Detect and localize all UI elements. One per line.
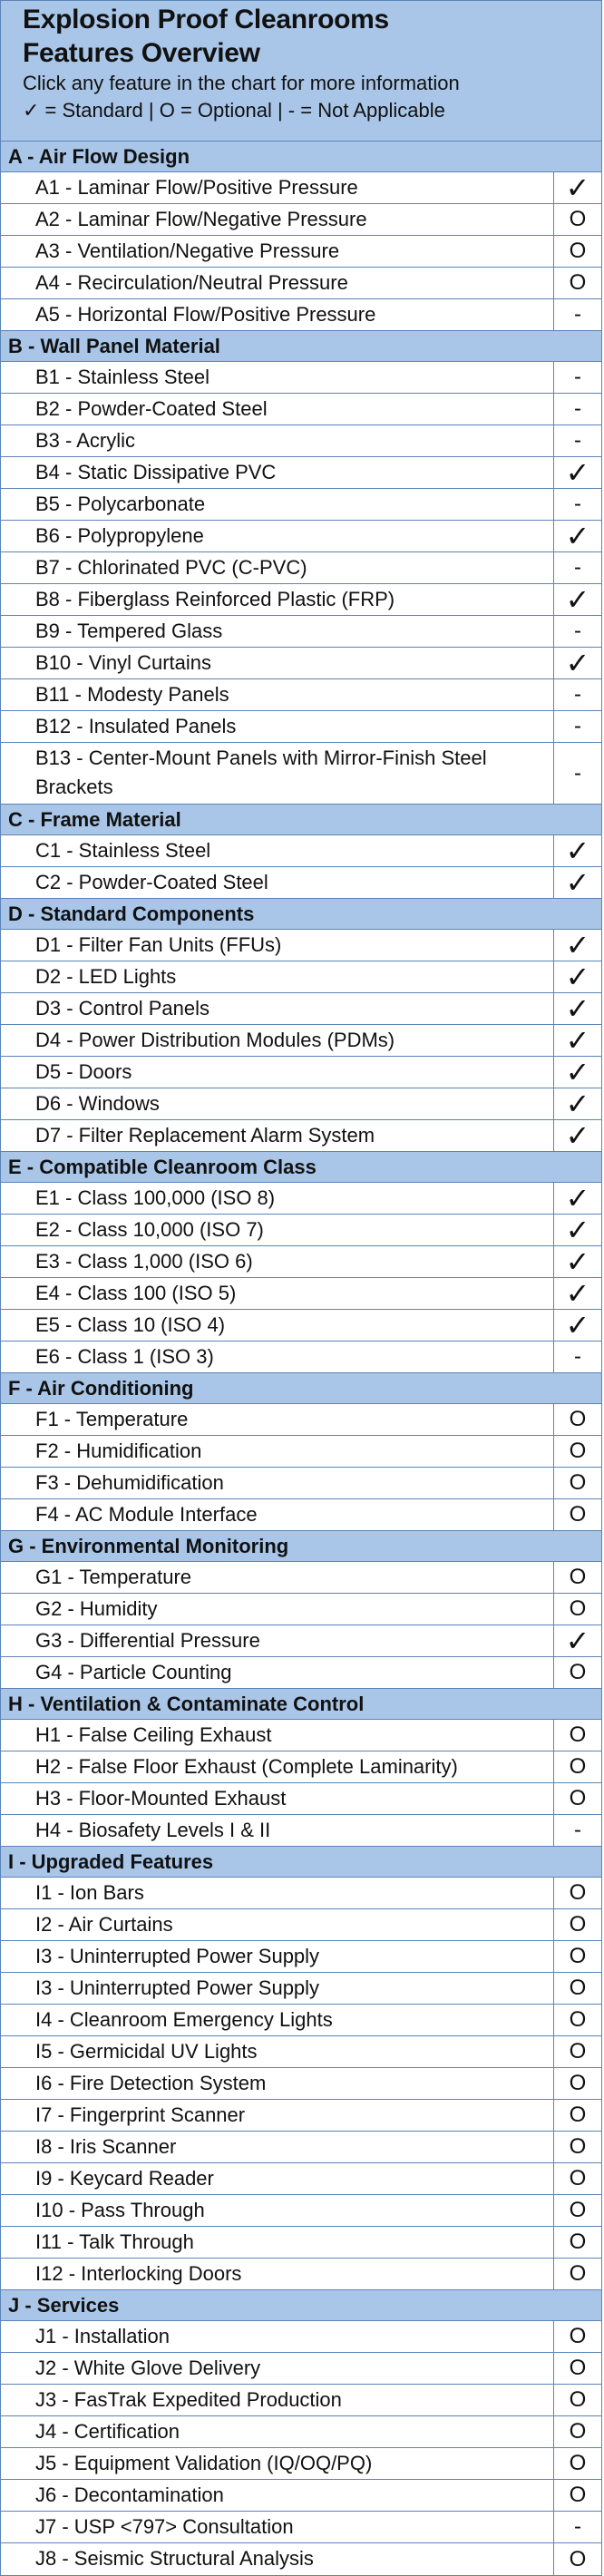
standard-check-mark: ✓ — [565, 834, 590, 867]
standard-check-mark: ✓ — [565, 1024, 590, 1057]
standard-check-mark: ✓ — [565, 456, 590, 489]
feature-label[interactable]: D7 - Filter Replacement Alarm System — [1, 1120, 554, 1151]
feature-label[interactable]: I9 - Keycard Reader — [1, 2163, 554, 2194]
feature-label[interactable]: G1 - Temperature — [1, 1562, 554, 1593]
section-header: E - Compatible Cleanroom Class — [1, 1152, 601, 1183]
feature-row[interactable] — [1, 2480, 601, 2512]
feature-label[interactable]: H3 - Floor-Mounted Exhaust — [1, 1783, 554, 1814]
feature-label[interactable]: I2 - Air Curtains — [1, 1909, 554, 1940]
feature-label[interactable]: J4 - Certification — [1, 2416, 554, 2447]
standard-check-mark: ✓ — [565, 1119, 590, 1152]
section-header: F - Air Conditioning — [1, 1373, 601, 1404]
feature-label[interactable]: H4 - Biosafety Levels I & II — [1, 1815, 554, 1846]
feature-label[interactable]: I5 - Germicidal UV Lights — [1, 2036, 554, 2067]
not-applicable-mark: - — [574, 302, 581, 327]
feature-label[interactable]: G4 - Particle Counting — [1, 1657, 554, 1688]
feature-row[interactable] — [1, 1057, 601, 1088]
feature-row[interactable] — [1, 2163, 601, 2195]
feature-row[interactable] — [1, 961, 601, 993]
feature-label[interactable]: F2 - Humidification — [1, 1436, 554, 1467]
feature-label[interactable]: E2 - Class 10,000 (ISO 7) — [1, 1215, 554, 1245]
feature-label[interactable]: J8 - Seismic Structural Analysis — [1, 2543, 554, 2575]
optional-mark: O — [569, 1596, 587, 1621]
feature-label[interactable]: H1 - False Ceiling Exhaust — [1, 1720, 554, 1751]
optional-mark: O — [569, 1660, 587, 1684]
not-applicable-mark: - — [574, 714, 581, 738]
feature-row[interactable] — [1, 679, 601, 711]
feature-label[interactable]: B1 - Stainless Steel — [1, 362, 554, 393]
feature-label[interactable]: D3 - Control Panels — [1, 993, 554, 1024]
not-applicable-mark: - — [574, 492, 581, 516]
feature-label[interactable]: B6 - Polypropylene — [1, 521, 554, 551]
feature-row[interactable] — [1, 711, 601, 743]
feature-label[interactable]: I3 - Uninterrupted Power Supply — [1, 1941, 554, 1972]
optional-mark: O — [569, 2198, 587, 2222]
optional-mark: O — [569, 1912, 587, 1937]
standard-check-mark: ✓ — [565, 1245, 590, 1278]
feature-label[interactable]: I3 - Uninterrupted Power Supply — [1, 1973, 554, 2004]
feature-label[interactable]: B9 - Tempered Glass — [1, 616, 554, 647]
feature-label[interactable]: J5 - Equipment Validation (IQ/OQ/PQ) — [1, 2448, 554, 2479]
feature-row[interactable] — [1, 268, 601, 299]
optional-mark: O — [569, 2483, 587, 2507]
feature-label[interactable]: I11 - Talk Through — [1, 2227, 554, 2258]
optional-mark: O — [569, 270, 587, 295]
feature-row[interactable] — [1, 1815, 601, 1847]
standard-check-mark: ✓ — [565, 1056, 590, 1088]
standard-check-mark: ✓ — [565, 583, 590, 616]
feature-row[interactable] — [1, 1657, 601, 1689]
feature-row[interactable] — [1, 2036, 601, 2068]
optional-mark: O — [569, 1944, 587, 1968]
feature-label[interactable]: D2 - LED Lights — [1, 961, 554, 992]
feature-row[interactable] — [1, 172, 601, 204]
feature-label[interactable]: A4 - Recirculation/Neutral Pressure — [1, 268, 554, 298]
standard-check-mark: ✓ — [565, 1309, 590, 1342]
feature-label[interactable]: B7 - Chlorinated PVC (C-PVC) — [1, 552, 554, 583]
not-applicable-mark: - — [574, 682, 581, 707]
optional-mark: O — [569, 1786, 587, 1810]
feature-row[interactable] — [1, 1625, 601, 1657]
feature-row[interactable] — [1, 394, 601, 425]
feature-row[interactable] — [1, 1088, 601, 1120]
not-applicable-mark: - — [574, 365, 581, 389]
feature-row[interactable] — [1, 204, 601, 236]
standard-check-mark: ✓ — [565, 647, 590, 679]
feature-label[interactable]: B8 - Fiberglass Reinforced Plastic (FRP) — [1, 584, 554, 615]
section-header: D - Standard Components — [1, 899, 601, 930]
feature-row[interactable] — [1, 993, 601, 1025]
feature-row[interactable] — [1, 1909, 601, 1941]
feature-row[interactable] — [1, 1183, 601, 1215]
feature-row[interactable] — [1, 2005, 601, 2036]
feature-label[interactable]: J6 - Decontamination — [1, 2480, 554, 2511]
feature-row[interactable] — [1, 362, 601, 394]
feature-row[interactable] — [1, 2448, 601, 2480]
optional-mark: O — [569, 2007, 587, 2032]
feature-row[interactable] — [1, 521, 601, 552]
legend-text: ✓ = Standard | O = Optional | - = Not Applicable — [23, 99, 445, 122]
feature-row[interactable] — [1, 457, 601, 489]
feature-row[interactable] — [1, 1941, 601, 1973]
feature-label[interactable]: I6 - Fire Detection System — [1, 2068, 554, 2099]
feature-row[interactable] — [1, 1499, 601, 1531]
optional-mark: O — [569, 1502, 587, 1527]
optional-mark: O — [569, 1439, 587, 1463]
feature-label[interactable]: E1 - Class 100,000 (ISO 8) — [1, 1183, 554, 1214]
feature-label[interactable]: B10 - Vinyl Curtains — [1, 648, 554, 678]
feature-label[interactable]: J1 - Installation — [1, 2321, 554, 2352]
feature-row[interactable] — [1, 1720, 601, 1751]
feature-row[interactable] — [1, 867, 601, 899]
feature-label[interactable]: G2 - Humidity — [1, 1594, 554, 1625]
feature-label[interactable]: J3 - FasTrak Expedited Production — [1, 2385, 554, 2415]
feature-label[interactable]: D1 - Filter Fan Units (FFUs) — [1, 930, 554, 961]
standard-check-mark: ✓ — [565, 1277, 590, 1310]
optional-mark: O — [569, 2071, 587, 2095]
not-applicable-mark: - — [574, 619, 581, 643]
feature-row[interactable] — [1, 2100, 601, 2132]
feature-label[interactable]: D4 - Power Distribution Modules (PDMs) — [1, 1025, 554, 1056]
feature-row[interactable] — [1, 425, 601, 457]
feature-label[interactable]: I4 - Cleanroom Emergency Lights — [1, 2005, 554, 2035]
optional-mark: O — [569, 2546, 587, 2571]
feature-row[interactable] — [1, 1215, 601, 1246]
feature-label[interactable]: D5 - Doors — [1, 1057, 554, 1088]
feature-label[interactable]: C1 - Stainless Steel — [1, 835, 554, 866]
optional-mark: O — [569, 2230, 587, 2254]
feature-label[interactable]: F4 - AC Module Interface — [1, 1499, 554, 1530]
feature-label[interactable]: B5 - Polycarbonate — [1, 489, 554, 520]
standard-check-mark: ✓ — [565, 1625, 590, 1657]
section-header: A - Air Flow Design — [1, 141, 601, 172]
feature-row[interactable] — [1, 552, 601, 584]
feature-row[interactable] — [1, 2543, 601, 2575]
feature-label[interactable]: I12 - Interlocking Doors — [1, 2259, 554, 2289]
page-subtitle-title: Features Overview — [23, 38, 260, 68]
standard-check-mark: ✓ — [565, 1214, 590, 1246]
standard-check-mark: ✓ — [565, 1088, 590, 1120]
feature-label[interactable]: B2 - Powder-Coated Steel — [1, 394, 554, 424]
feature-row[interactable] — [1, 1751, 601, 1783]
feature-label[interactable]: G3 - Differential Pressure — [1, 1625, 554, 1656]
standard-check-mark: ✓ — [565, 866, 590, 899]
feature-row[interactable] — [1, 1404, 601, 1436]
section-header: B - Wall Panel Material — [1, 331, 601, 362]
optional-mark: O — [569, 1880, 587, 1905]
feature-label[interactable]: F1 - Temperature — [1, 1404, 554, 1435]
section-header: C - Frame Material — [1, 805, 601, 835]
feature-row[interactable] — [1, 299, 601, 331]
feature-row[interactable] — [1, 236, 601, 268]
feature-label[interactable]: J7 - USP <797> Consultation — [1, 2512, 554, 2542]
sections-container — [1, 141, 601, 2575]
feature-label[interactable]: E3 - Class 1,000 (ISO 6) — [1, 1246, 554, 1277]
feature-label[interactable]: C2 - Powder-Coated Steel — [1, 867, 554, 898]
not-applicable-mark: - — [574, 1344, 581, 1369]
not-applicable-mark: - — [574, 396, 581, 421]
feature-label[interactable]: A5 - Horizontal Flow/Positive Pressure — [1, 299, 554, 330]
feature-row[interactable] — [1, 1973, 601, 2005]
section-header: I - Upgraded Features — [1, 1847, 601, 1878]
feature-row[interactable] — [1, 1594, 601, 1625]
feature-label[interactable]: I1 - Ion Bars — [1, 1878, 554, 1908]
feature-row[interactable] — [1, 930, 601, 961]
optional-mark: O — [569, 2134, 587, 2159]
optional-mark: O — [569, 239, 587, 263]
feature-label[interactable]: I10 - Pass Through — [1, 2195, 554, 2226]
table-header — [1, 1, 601, 141]
feature-row[interactable] — [1, 584, 601, 616]
feature-label[interactable]: B11 - Modesty Panels — [1, 679, 554, 710]
standard-check-mark: ✓ — [565, 171, 590, 204]
feature-label[interactable]: B13 - Center-Mount Panels with Mirror-Finish Steel Brackets — [1, 743, 554, 804]
standard-check-mark: ✓ — [565, 961, 590, 993]
standard-check-mark: ✓ — [565, 929, 590, 961]
feature-row[interactable] — [1, 2132, 601, 2163]
feature-label[interactable]: E6 - Class 1 (ISO 3) — [1, 1342, 554, 1372]
not-applicable-mark: - — [574, 1818, 581, 1842]
optional-mark: O — [569, 2324, 587, 2348]
not-applicable-mark: - — [574, 760, 581, 785]
not-applicable-mark: - — [574, 2514, 581, 2539]
feature-label[interactable]: H2 - False Floor Exhaust (Complete Laminarity) — [1, 1751, 554, 1782]
optional-mark: O — [569, 1565, 587, 1589]
feature-row[interactable] — [1, 1120, 601, 1152]
feature-label[interactable]: B12 - Insulated Panels — [1, 711, 554, 742]
feature-label[interactable]: I8 - Iris Scanner — [1, 2132, 554, 2162]
feature-row[interactable] — [1, 1342, 601, 1373]
feature-label[interactable]: D6 - Windows — [1, 1088, 554, 1119]
optional-mark: O — [569, 2387, 587, 2412]
optional-mark: O — [569, 1722, 587, 1747]
optional-mark: O — [569, 2261, 587, 2286]
feature-row[interactable] — [1, 1436, 601, 1468]
not-applicable-mark: - — [574, 555, 581, 580]
optional-mark: O — [569, 1470, 587, 1495]
feature-row[interactable] — [1, 743, 601, 805]
feature-label[interactable]: A1 - Laminar Flow/Positive Pressure — [1, 172, 554, 203]
feature-row[interactable] — [1, 489, 601, 521]
feature-label[interactable]: E4 - Class 100 (ISO 5) — [1, 1278, 554, 1309]
feature-row[interactable] — [1, 1562, 601, 1594]
section-header: G - Environmental Monitoring — [1, 1531, 601, 1562]
feature-row[interactable] — [1, 1783, 601, 1815]
feature-row[interactable] — [1, 1310, 601, 1342]
instruction-text: Click any feature in the chart for more information — [23, 72, 460, 94]
optional-mark: O — [569, 2451, 587, 2475]
standard-check-mark: ✓ — [565, 1182, 590, 1215]
optional-mark: O — [569, 1407, 587, 1431]
optional-mark: O — [569, 1754, 587, 1779]
optional-mark: O — [569, 2419, 587, 2444]
standard-check-mark: ✓ — [565, 992, 590, 1025]
optional-mark: O — [569, 2103, 587, 2127]
optional-mark: O — [569, 207, 587, 231]
feature-label[interactable]: E5 - Class 10 (ISO 4) — [1, 1310, 554, 1341]
feature-label[interactable]: B4 - Static Dissipative PVC — [1, 457, 554, 488]
feature-row[interactable] — [1, 2512, 601, 2543]
feature-row[interactable] — [1, 835, 601, 867]
page-title: Explosion Proof Cleanrooms — [23, 5, 389, 34]
feature-row[interactable] — [1, 1246, 601, 1278]
feature-row[interactable] — [1, 2385, 601, 2416]
optional-mark: O — [569, 2039, 587, 2064]
feature-label[interactable]: B3 - Acrylic — [1, 425, 554, 456]
feature-row[interactable] — [1, 2353, 601, 2385]
feature-row[interactable] — [1, 2195, 601, 2227]
optional-mark: O — [569, 2166, 587, 2191]
section-header: H - Ventilation & Contaminate Control — [1, 1689, 601, 1720]
optional-mark: O — [569, 2356, 587, 2380]
feature-label[interactable]: A2 - Laminar Flow/Negative Pressure — [1, 204, 554, 235]
feature-row[interactable] — [1, 1278, 601, 1310]
feature-label[interactable]: I7 - Fingerprint Scanner — [1, 2100, 554, 2131]
feature-row[interactable] — [1, 2416, 601, 2448]
feature-row[interactable] — [1, 1468, 601, 1499]
feature-label[interactable]: A3 - Ventilation/Negative Pressure — [1, 236, 554, 267]
feature-row[interactable] — [1, 2259, 601, 2290]
feature-row[interactable] — [1, 648, 601, 679]
standard-check-mark: ✓ — [565, 520, 590, 552]
feature-row[interactable] — [1, 1025, 601, 1057]
feature-row[interactable] — [1, 2321, 601, 2353]
not-applicable-mark: - — [574, 428, 581, 453]
feature-label[interactable]: F3 - Dehumidification — [1, 1468, 554, 1498]
optional-mark: O — [569, 1976, 587, 2000]
feature-row[interactable] — [1, 2068, 601, 2100]
feature-label[interactable]: J2 - White Glove Delivery — [1, 2353, 554, 2384]
feature-row[interactable] — [1, 616, 601, 648]
feature-row[interactable] — [1, 1878, 601, 1909]
section-header: J - Services — [1, 2290, 601, 2321]
feature-row[interactable] — [1, 2227, 601, 2259]
